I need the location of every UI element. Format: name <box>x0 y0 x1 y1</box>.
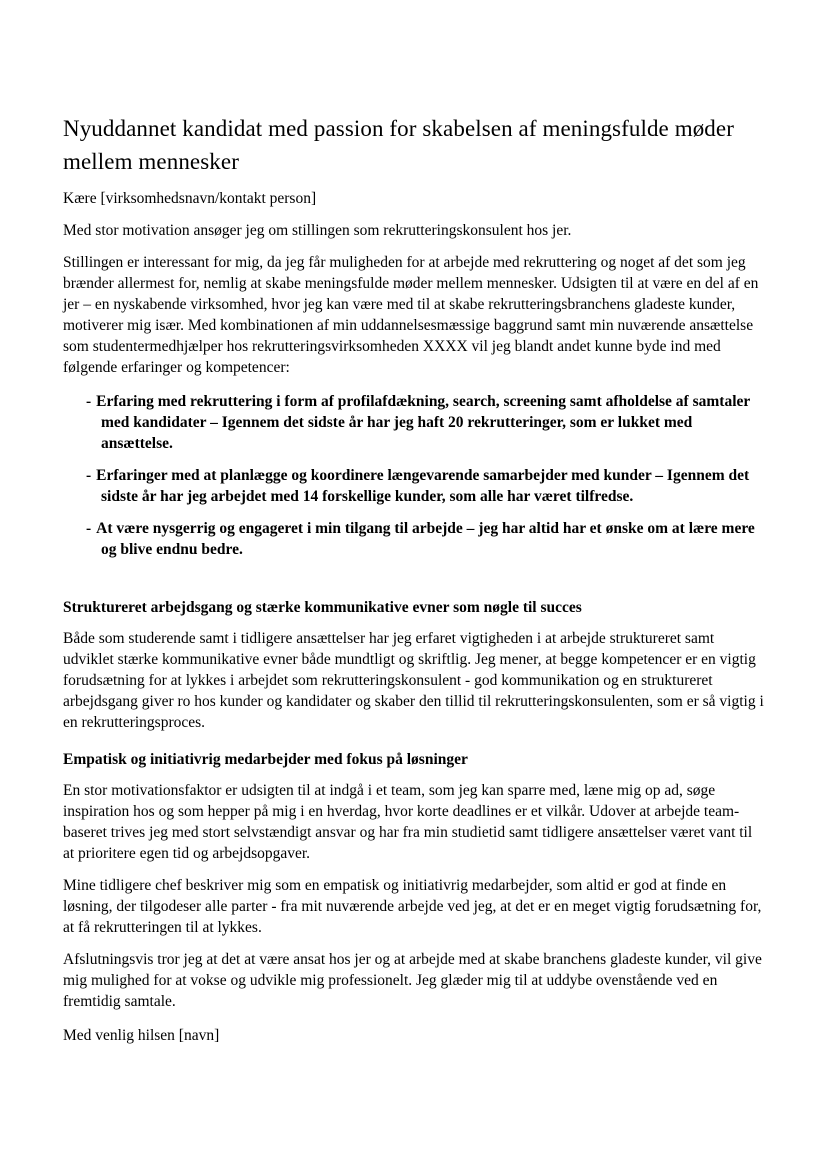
bullet-text: Erfaring med rekruttering i form af profilafdækning, search, screening samt afholdelse af samtaler med kandidater – Igennem det sidste år har jeg haft 20 rekrutteringer, som er lukket med ansættelse. <box>96 393 750 452</box>
section-paragraph: Afslutningsvis tror jeg at det at være ansat hos jer og at arbejde med at skabe branchens gladeste kunder, vil give mig mulighed for at vokse og udvikle mig professionelt. Jeg glæder mig til at uddybe ovenstående ved en fremtidig samtale. <box>63 951 762 1010</box>
bullet-item <box>86 518 765 560</box>
section-paragraph: Både som studerende samt i tidligere ansættelser har jeg erfaret vigtigheden i at arbejde struktureret samt udviklet stærke kommunikative evner både mundtligt og skriftlig. Jeg mener, at begge kompetencer er en vigtig forudsætning for at lykkes i arbejdet som rekrutteringskonsulent - god kommunikation og en struktureret arbejdsgang giver ro hos kunder og kandidater og skaber den tillid til rekrutteringskonsulenten, som er så vigtig i en rekrutteringsproces. <box>63 630 764 731</box>
dash-marker: - <box>86 520 92 537</box>
bullet-item <box>86 465 765 507</box>
letter-title: Nyuddannet kandidat med passion for skabelsen af meningsfulde møder mellem mennesker <box>63 116 734 174</box>
intro-paragraph-2: Stillingen er interessant for mig, da jeg får muligheden for at arbejde med rekruttering og noget af det som jeg brænder allermest for, nemlig at skabe meningsfulde møder mellem mennesker. Udsigten til at være en del af en jer – en nyskabende virksomhed, hvor jeg kan være med til at skabe rekrutteringsbranchens gladeste kunder, motiverer mig især. Med kombinationen af min uddannelsesmæssige baggrund samt min nuværende ansættelse som studentermedhjælper hos rekrutteringsvirksomheden XXXX vil jeg blandt andet kunne byde ind med følgende erfaringer og kompetencer: <box>63 254 759 376</box>
intro-paragraph-1: Med stor motivation ansøger jeg om stillingen som rekrutteringskonsulent hos jer. <box>63 222 572 239</box>
dash-marker: - <box>86 467 92 484</box>
closing-line: Med venlig hilsen [navn] <box>63 1027 220 1044</box>
section-paragraph: En stor motivationsfaktor er udsigten til at indgå i et team, som jeg kan sparre med, læne mig op ad, søge inspiration hos og som hepper på mig i en hverdag, hvor korte deadlines er et vilkår. Udover at arbejde team-baseret trives jeg med stort selvstændigt ansvar og har fra min studietid samt tidligere ansættelser været vant til at prioritere egen tid og arbejdsopgaver. <box>63 782 753 862</box>
greeting-line: Kære [virksomhedsnavn/kontakt person] <box>63 190 317 207</box>
bullet-text: At være nysgerrig og engageret i min tilgang til arbejde – jeg har altid har et ønske om at lære mere og blive endnu bedre. <box>96 520 755 558</box>
competence-bullet-list <box>63 391 765 560</box>
bullet-text: Erfaringer med at planlægge og koordinere længevarende samarbejder med kunder – Igennem det sidste år har jeg arbejdet med 14 forskellige kunder, som alle har været tilfredse. <box>96 467 750 505</box>
dash-marker: - <box>86 393 92 410</box>
section-heading-empathetic-employee: Empatisk og initiativrig medarbejder med fokus på løsninger <box>63 751 468 768</box>
section-paragraph: Mine tidligere chef beskriver mig som en empatisk og initiativrig medarbejder, som altid er god at finde en løsning, der tilgodeser alle parter - fra mit nuværende arbejde ved jeg, at det er en meget vigtig forudsætning for, at få rekrutteringen til at lykkes. <box>63 877 762 936</box>
bullet-item <box>86 391 765 454</box>
section-heading-structured-workflow: Struktureret arbejdsgang og stærke kommunikative evner som nøgle til succes <box>63 599 582 616</box>
